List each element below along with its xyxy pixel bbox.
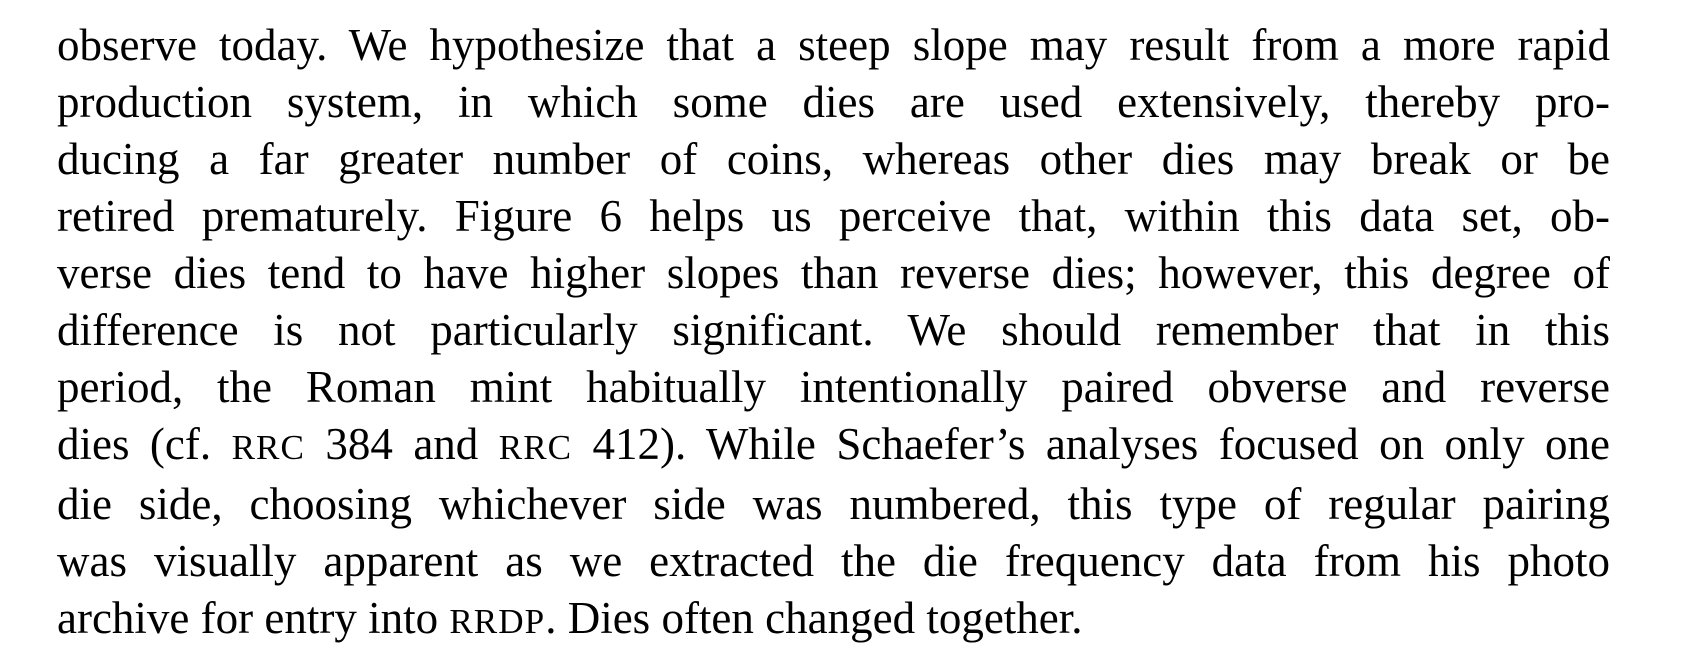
text-line: [57, 245, 1610, 302]
small-caps-text: RRC: [231, 428, 305, 467]
small-caps-text: RRDP: [449, 602, 546, 641]
text-line: [57, 131, 1610, 188]
text-segment: 384 and: [304, 419, 499, 469]
text-line: [57, 590, 1610, 650]
text-segment: . Dies often changed together.: [545, 593, 1083, 643]
text-segment: verse dies tend to have higher slopes than reverse dies; however, this degree of: [57, 248, 1610, 298]
small-caps-text: RRC: [498, 428, 573, 467]
text-line: [57, 533, 1610, 590]
paragraph: [57, 17, 1610, 650]
text-line: [57, 188, 1610, 245]
text-line: [57, 74, 1610, 131]
text-line: [57, 476, 1610, 533]
text-segment: 412). While Schaefer’s analyses focused on only one: [572, 419, 1610, 469]
text-segment: production system, in which some dies are used extensively, thereby pro-: [57, 77, 1610, 127]
text-segment: archive for entry into: [57, 593, 450, 643]
text-line: [57, 416, 1610, 476]
text-line: [57, 17, 1610, 74]
text-segment: period, the Roman mint habitually intentionally paired obverse and reverse: [57, 362, 1610, 412]
text-line: [57, 302, 1610, 359]
text-segment: die side, choosing whichever side was numbered, this type of regular pairing: [57, 479, 1610, 529]
text-line: [57, 359, 1610, 416]
text-segment: retired prematurely. Figure 6 helps us perceive that, within this data set, ob-: [57, 191, 1610, 241]
text-segment: was visually apparent as we extracted the die frequency data from his photo: [57, 536, 1610, 586]
text-segment: ducing a far greater number of coins, whereas other dies may break or be: [57, 134, 1610, 184]
text-segment: difference is not particularly significant. We should remember that in this: [57, 305, 1610, 355]
text-segment: dies (cf.: [57, 419, 232, 469]
text-segment: observe today. We hypothesize that a steep slope may result from a more rapid: [57, 20, 1610, 70]
